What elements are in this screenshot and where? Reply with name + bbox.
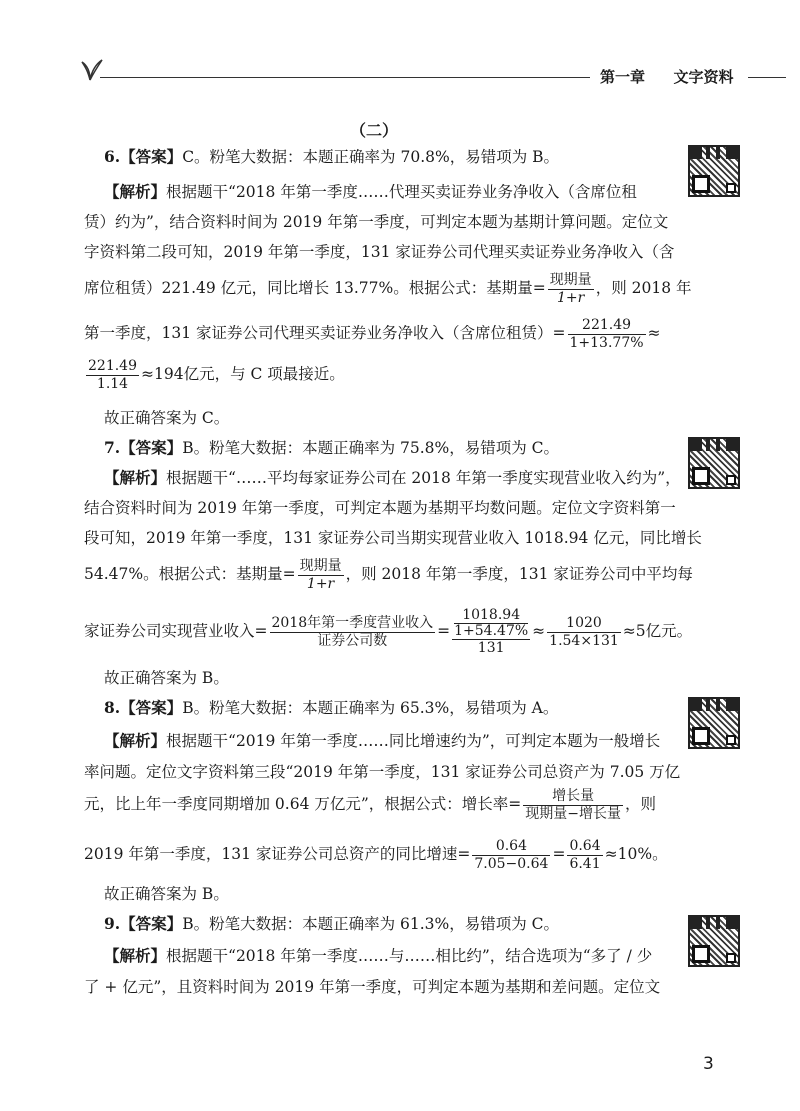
q7-analysis-line-5: 家证券公司实现营业收入= $\frac{\text{2018年第一季度营业收入}}{\text{证券公司数}}$ = 1018.94 1+54.47% 131 ≈ $\frac{1020}{1.54\times 131}$ ≈5亿元。 [84, 606, 693, 656]
leaf-icon [76, 56, 104, 82]
formula-fraction: $\frac{0.64}{6.41}$ [569, 837, 601, 872]
q6-analysis-line-1: 【解析】根据题干“2018 年第一季度……代理买卖证券业务净收入（含席位租 [104, 182, 637, 201]
formula-fraction: $\frac{\text{增长量}}{\text{现期量−增长量}}$ [525, 787, 622, 822]
formula-fraction: $\frac{221.49}{1.14}$ [88, 357, 137, 392]
header-rule-right [748, 77, 786, 78]
q9-answer-line: 9.【答案】B。粉笔大数据：本题正确率为 61.3%，易错项为 C。 [104, 914, 560, 933]
q6-analysis-line-5: 第一季度，131 家证券公司代理买卖证券业务净收入（含席位租赁）= $\frac{221.49}{1+13.77\%}$ ≈ [84, 316, 661, 351]
q8-analysis-line-4: 2019 年第一季度，131 家证券公司总资产的同比增速= $\frac{0.64}{7.05-0.64}$ = $\frac{0.64}{6.41}$ ≈10%。 [84, 837, 668, 872]
qr-code-q6[interactable] [688, 145, 740, 197]
q6-analysis-line-4: 席位租赁）221.49 亿元，同比增长 13.77%。根据公式：基期量= $\frac{\text{现期量}}{1+r}$ ，则 2018 年 [84, 271, 692, 306]
chapter-title: 文字资料 [673, 68, 734, 86]
qr-code-q9[interactable] [688, 915, 740, 967]
formula-fraction: $\frac{\text{现期量}}{1+r}$ [299, 557, 342, 592]
q8-answer-line: 8.【答案】B。粉笔大数据：本题正确率为 65.3%，易错项为 A。 [104, 698, 559, 717]
q6-answer-line: 6.【答案】C。粉笔大数据：本题正确率为 70.8%，易错项为 B。 [104, 147, 560, 166]
q7-analysis-line-4: 54.47%。根据公式：基期量= $\frac{\text{现期量}}{1+r}$ ，则 2018 年第一季度，131 家证券公司中平均每 [84, 557, 693, 592]
qr-code-q7[interactable] [688, 437, 740, 489]
qr-code-q8[interactable] [688, 697, 740, 749]
q6-analysis-line-6: $\frac{221.49}{1.14}$ ≈194亿元，与 C 项最接近。 [88, 357, 345, 392]
q8-conclusion: 故正确答案为 B。 [104, 885, 229, 903]
formula-fraction: $\frac{0.64}{7.05-0.64}$ [474, 837, 549, 872]
q6-analysis-line-3: 字资料第二段可知，2019 年第一季度，131 家证券公司代理买卖证券业务净收入（含 [84, 243, 675, 261]
q8-analysis-line-3: 元，比上年一季度同期增加 0.64 万亿元”，根据公式：增长率= $\frac{\text{增长量}}{\text{现期量−增长量}}$ ，则 [84, 787, 657, 822]
chapter-header [600, 66, 734, 87]
q6-analysis-line-2: 赁）约为”，结合资料时间为 2019 年第一季度，可判定本题为基期计算问题。定位文 [84, 213, 669, 231]
q7-analysis-line-1: 【解析】根据题干“……平均每家证券公司在 2018 年第一季度实现营业收入约为”， [104, 468, 681, 487]
q6-conclusion: 故正确答案为 C。 [104, 409, 230, 427]
q9-analysis-line-2: 了 + 亿元”，且资料时间为 2019 年第一季度，可判定本题为基期和差问题。定位文 [84, 978, 661, 996]
formula-fraction: $\frac{221.49}{1+13.77\%}$ [569, 316, 644, 351]
chapter-number: 第一章 [600, 68, 646, 86]
q8-analysis-line-2: 率问题。定位文字资料第三段“2019 年第一季度，131 家证券公司总资产为 7.05 万亿 [84, 763, 681, 781]
q8-analysis-line-1: 【解析】根据题干“2019 年第一季度……同比增速约为”，可判定本题为一般增长 [104, 731, 661, 750]
q7-answer-line: 7.【答案】B。粉笔大数据：本题正确率为 75.8%，易错项为 C。 [104, 438, 560, 457]
header-rule [100, 77, 590, 78]
formula-fraction-nested: 1018.94 1+54.47% 131 [454, 606, 529, 656]
q7-conclusion: 故正确答案为 B。 [104, 669, 229, 687]
formula-fraction: $\frac{\text{现期量}}{1+r}$ [549, 271, 592, 306]
formula-fraction: $\frac{\text{2018年第一季度营业收入}}{\text{证券公司数}}$ [271, 614, 434, 649]
page-number: 3 [703, 1054, 714, 1074]
section-title: （二） [350, 121, 399, 140]
q9-analysis-line-1: 【解析】根据题干“2018 年第一季度……与……相比约”，结合选项为“多了 / 少 [104, 946, 653, 965]
q7-analysis-line-3: 段可知，2019 年第一季度，131 家证券公司当期实现营业收入 1018.94 亿元，同比增长 [84, 529, 702, 547]
q7-analysis-line-2: 结合资料时间为 2019 年第一季度，可判定本题为基期平均数问题。定位文字资料第一 [84, 499, 676, 517]
formula-fraction: $\frac{1020}{1.54\times 131}$ [549, 614, 619, 649]
